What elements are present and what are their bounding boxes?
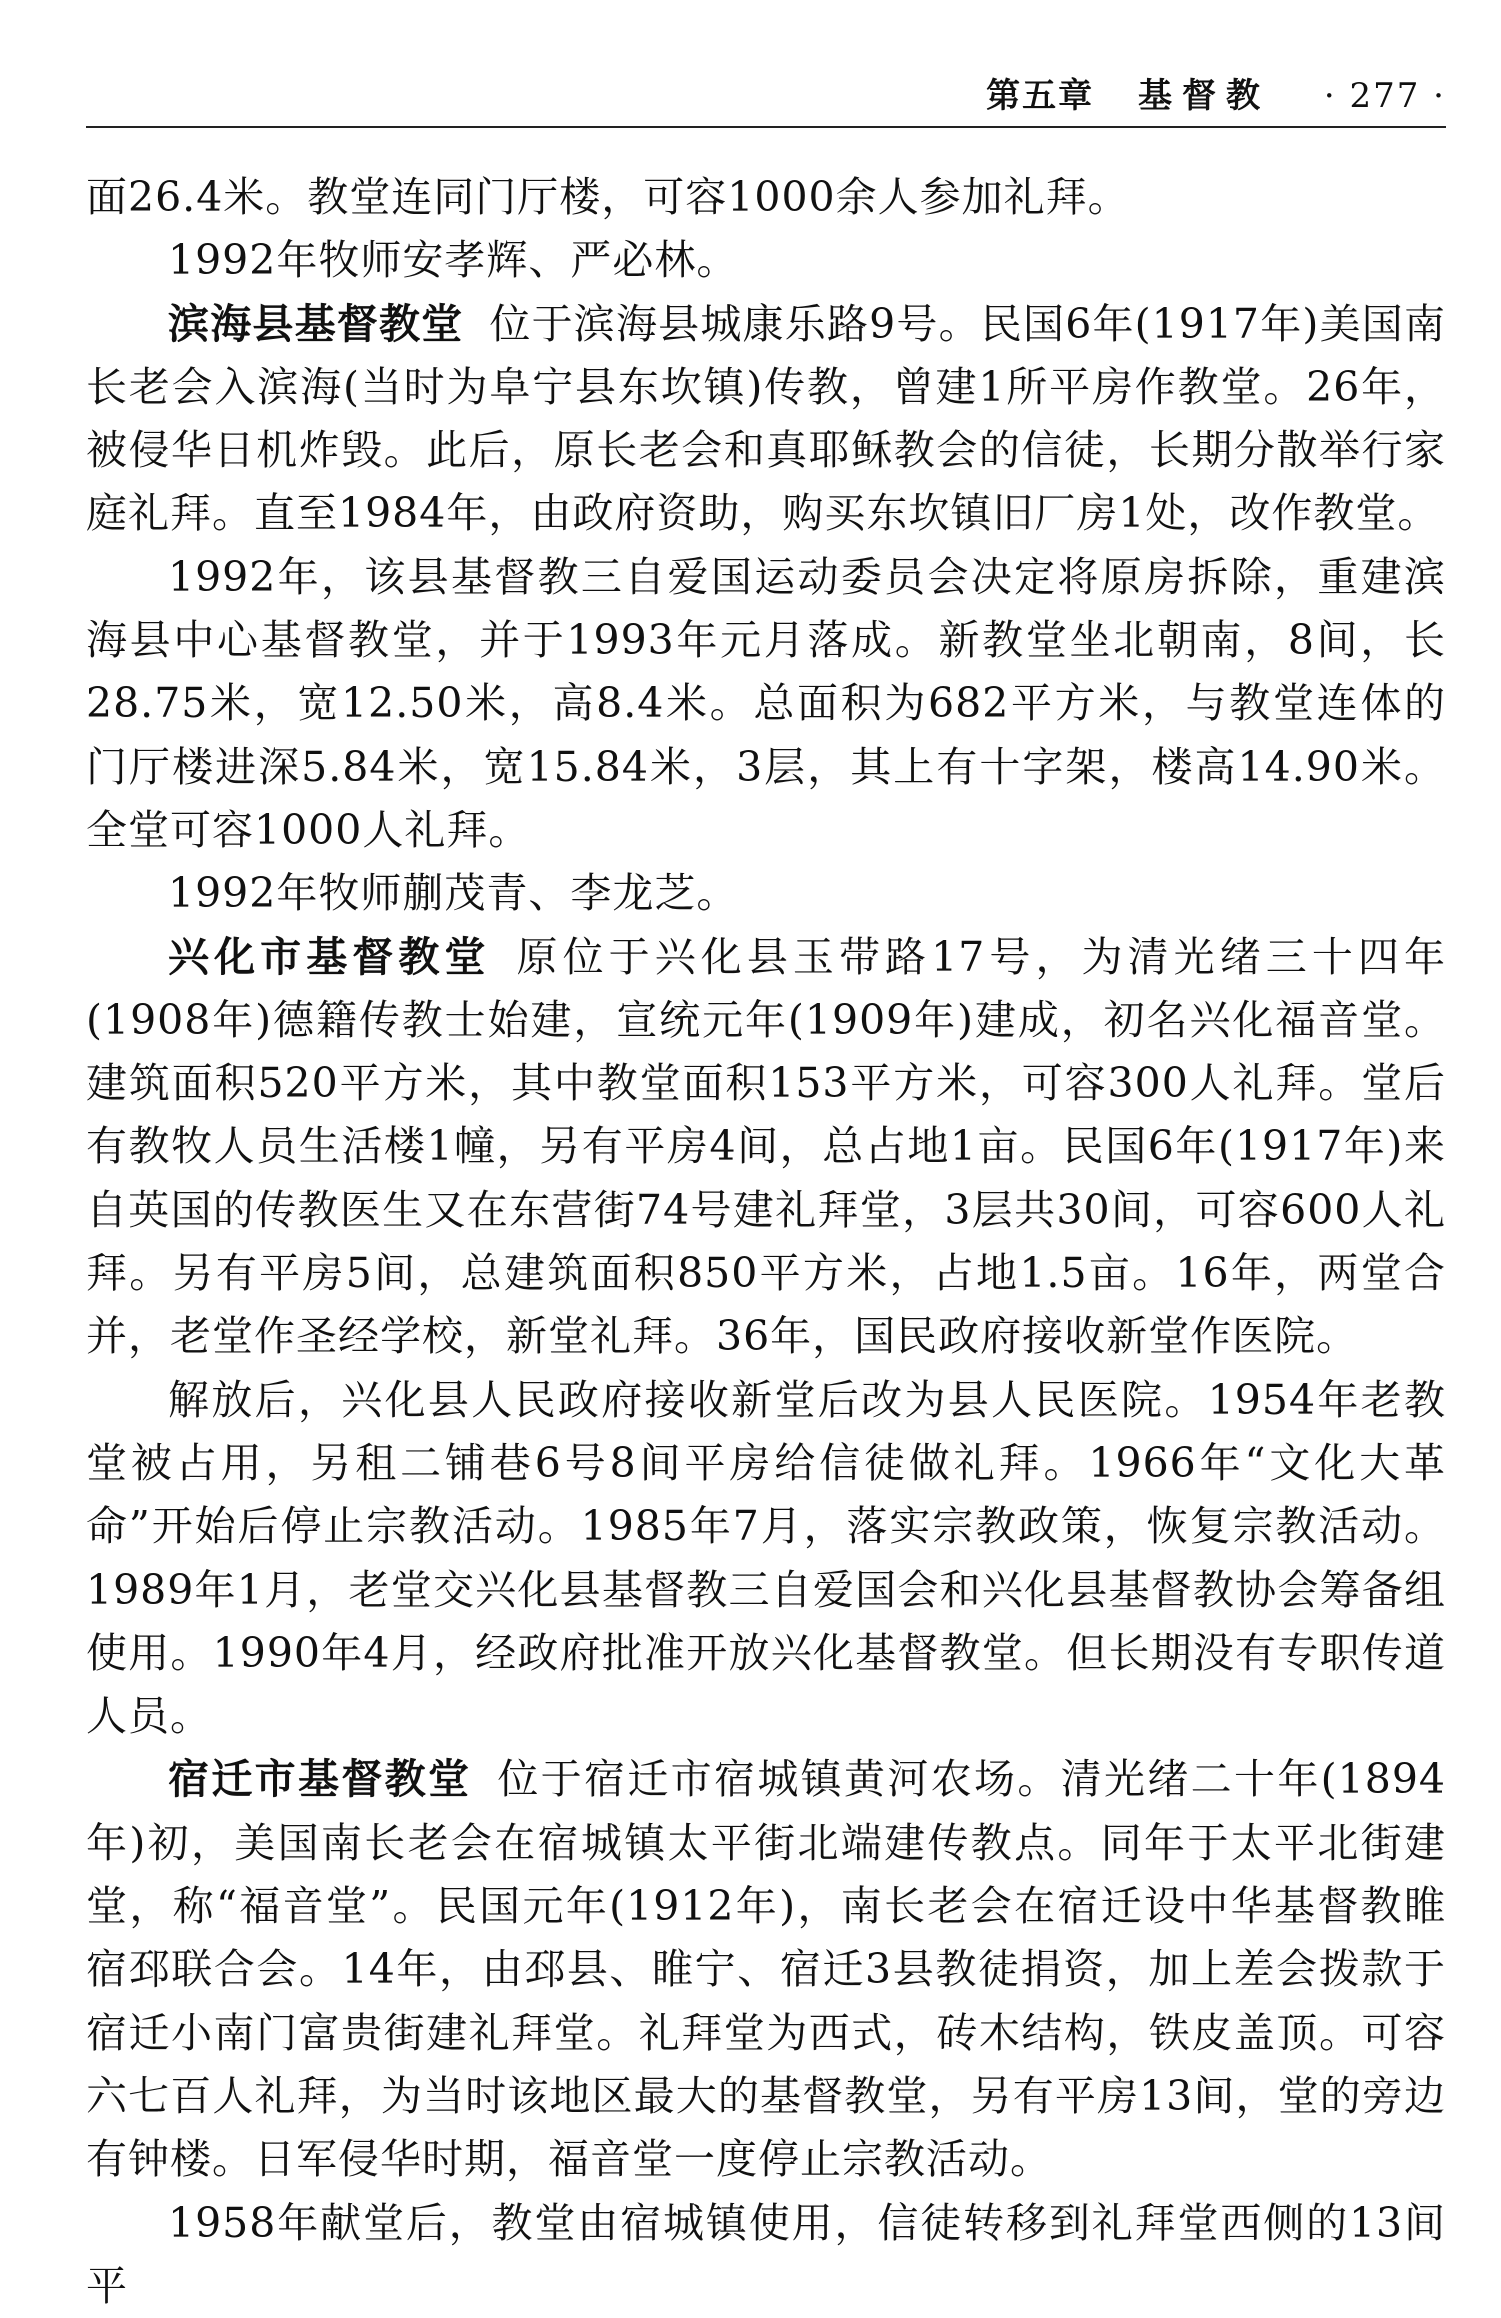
paragraph-text: 1992年，该县基督教三自爱国运动委员会决定将原房拆除，重建滨海县中心基督教堂，并于1993年元月落成。新教堂坐北朝南，8间，长28.75米，宽12.50米，高8.4米。总面积为682平方米，与教堂连体的门厅楼进深5.84米，宽15.84米，3层，其上有十字架，楼高14.90米。全堂可容1000人礼拜。 xyxy=(86,553,1446,854)
header-text xyxy=(986,68,1446,117)
paragraph-text: 原位于兴化县玉带路17号，为清光绪三十四年(1908年)德籍传教士始建，宣统元年(1909年)建成，初名兴化福音堂。建筑面积520平方米，其中教堂面积153平方米，可容300人礼拜。堂后有教牧人员生活楼1幢，另有平房4间，总占地1亩。民国6年(1917年)来自英国的传教医生又在东营街74号建礼拜堂，3层共30间，可容600人礼拜。另有平房5间，总建筑面积850平方米，占地1.5亩。16年，两堂合并，老堂作圣经学校，新堂礼拜。36年，国民政府接收新堂作医院。 xyxy=(86,933,1446,1361)
paragraph-text: 位于宿迁市宿城镇黄河农场。清光绪二十年(1894年)初，美国南长老会在宿城镇太平街北端建传教点。同年于太平北街建堂，称“福音堂”。民国元年(1912年)，南长老会在宿迁设中华基督教睢宿邳联合会。14年，由邳县、睢宁、宿迁3县教徒捐资，加上差会拨款于宿迁小南门富贵街建礼拜堂。礼拜堂为西式，砖木结构，铁皮盖顶。可容六七百人礼拜，为当时该地区最大的基督教堂，另有平房13间，堂的旁边有钟楼。日军侵华时期，福音堂一度停止宗教活动。 xyxy=(86,1755,1446,2183)
chapter-title: 第五章 xyxy=(986,76,1094,116)
paragraph-text: 面26.4米。教堂连同门厅楼，可容1000余人参加礼拜。 xyxy=(86,173,1130,221)
paragraph xyxy=(86,2192,1446,2318)
section-title: 基督教 xyxy=(1138,76,1270,116)
page-number: · 277 · xyxy=(1324,76,1446,116)
paragraph xyxy=(86,926,1446,1369)
paragraph xyxy=(86,546,1446,862)
paragraph-text: 1992年牧师安孝辉、严必林。 xyxy=(168,236,738,284)
paragraph-text: 位于滨海县城康乐路9号。民国6年(1917年)美国南长老会入滨海(当时为阜宁县东坎镇)传教，曾建1所平房作教堂。26年，被侵华日机炸毁。此后，原长老会和真耶稣教会的信徒，长期分散举行家庭礼拜。直至1984年，由政府资助，购买东坎镇旧厂房1处，改作教堂。 xyxy=(86,300,1446,538)
entry-heading: 滨海县基督教堂 xyxy=(168,300,463,348)
paragraph xyxy=(86,862,1446,925)
paragraph xyxy=(86,1369,1446,1749)
paragraph-text: 解放后，兴化县人民政府接收新堂后改为县人民医院。1954年老教堂被占用，另租二铺巷6号8间平房给信徒做礼拜。1966年“文化大革命”开始后停止宗教活动。1985年7月，落实宗教政策，恢复宗教活动。1989年1月，老堂交兴化县基督教三自爱国会和兴化县基督教协会筹备组使用。1990年4月，经政府批准开放兴化基督教堂。但长期没有专职传道人员。 xyxy=(86,1376,1446,1740)
page-body xyxy=(86,166,1446,2318)
paragraph-text: 1992年牧师蒯茂青、李龙芝。 xyxy=(168,869,738,917)
entry-heading: 兴化市基督教堂 xyxy=(168,933,491,981)
paragraph-text: 1958年献堂后，教堂由宿城镇使用，信徒转移到礼拜堂西侧的13间平 xyxy=(86,2199,1446,2310)
paragraph xyxy=(86,1748,1446,2191)
entry-heading: 宿迁市基督教堂 xyxy=(168,1755,471,1803)
paragraph xyxy=(86,293,1446,546)
paragraph xyxy=(86,166,1446,229)
paragraph xyxy=(86,229,1446,292)
running-header xyxy=(86,62,1446,128)
